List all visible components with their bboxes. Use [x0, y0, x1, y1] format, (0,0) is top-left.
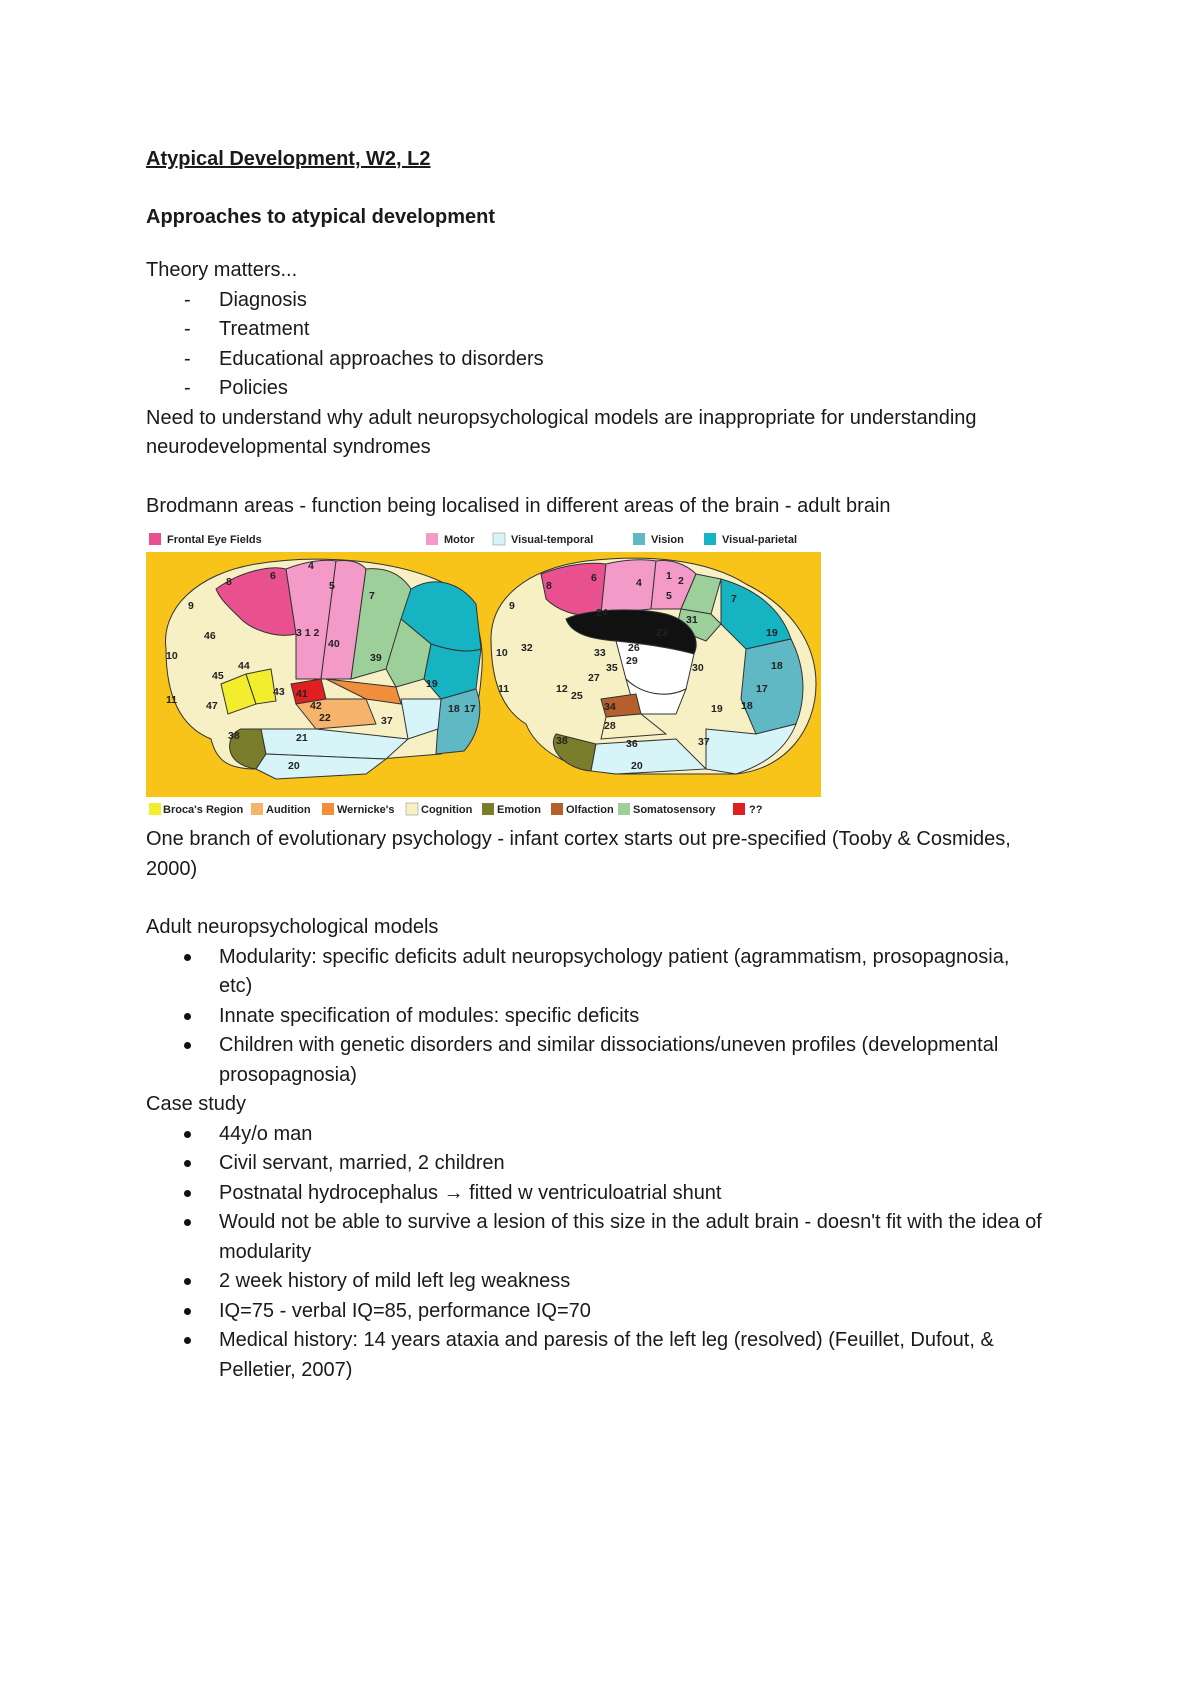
brodmann-areas-figure — [146, 529, 821, 819]
svg-text:33: 33 — [594, 647, 606, 659]
svg-text:46: 46 — [204, 630, 216, 642]
svg-text:9: 9 — [509, 600, 515, 612]
svg-text:5: 5 — [666, 590, 672, 602]
svg-text:24: 24 — [596, 607, 608, 619]
svg-text:45: 45 — [212, 670, 224, 682]
svg-text:20: 20 — [288, 760, 300, 772]
legend-label: Olfaction — [566, 804, 614, 816]
list-item: - Treatment — [184, 318, 310, 340]
need-paragraph: Need to understand why adult neuropsychological models are inappropriate for understanding neurodevelopmental syndromes — [146, 406, 977, 458]
svg-text:38: 38 — [228, 730, 240, 742]
svg-text:5: 5 — [329, 580, 335, 592]
legend-label: ?? — [749, 804, 763, 816]
svg-text:19: 19 — [766, 627, 778, 639]
case-study-list — [146, 1120, 1046, 1386]
list-item: Would not be able to survive a lesion of this size in the adult brain - doesn't fit with the idea of modularity — [146, 1208, 1046, 1267]
svg-text:8: 8 — [226, 576, 232, 588]
svg-text:25: 25 — [571, 690, 583, 702]
svg-text:11: 11 — [166, 694, 178, 706]
legend-label: Visual-parietal — [722, 534, 797, 546]
adult-models-heading: Adult neuropsychological models — [146, 916, 439, 938]
svg-text:38: 38 — [556, 735, 568, 747]
list-item: Children with genetic disorders and similar dissociations/uneven profiles (developmental prosopagnosia) — [146, 1031, 1046, 1090]
theory-list — [146, 286, 1046, 404]
svg-text:17: 17 — [756, 683, 768, 695]
svg-text:36: 36 — [626, 738, 638, 750]
document-title: Atypical Development, W2, L2 — [146, 148, 431, 170]
legend-swatch-emotion — [482, 803, 494, 815]
svg-text:7: 7 — [369, 590, 375, 602]
svg-text:9: 9 — [188, 600, 194, 612]
svg-text:4: 4 — [636, 577, 642, 589]
svg-text:29: 29 — [626, 655, 638, 667]
list-item: 2 week history of mild left leg weakness — [146, 1267, 1046, 1297]
svg-text:6: 6 — [270, 570, 276, 582]
svg-text:18: 18 — [448, 703, 460, 715]
svg-text:42: 42 — [310, 700, 322, 712]
svg-text:2: 2 — [678, 575, 684, 587]
list-item: 44y/o man — [146, 1120, 1046, 1150]
list-item: IQ=75 - verbal IQ=85, performance IQ=70 — [146, 1297, 1046, 1327]
svg-text:23: 23 — [656, 627, 668, 639]
legend-swatch-somatosensory — [618, 803, 630, 815]
svg-text:21: 21 — [296, 732, 308, 744]
case-study-heading: Case study — [146, 1093, 247, 1115]
legend-label: Motor — [444, 534, 475, 546]
section-heading: Approaches to atypical development — [146, 206, 495, 228]
legend-label: Frontal Eye Fields — [167, 534, 262, 546]
legend-swatch-frontal-eye-fields — [149, 533, 161, 545]
legend-label: Cognition — [421, 804, 473, 816]
svg-text:31: 31 — [686, 614, 698, 626]
evolution-paragraph: One branch of evolutionary psychology - infant cortex starts out pre-specified (Tooby & Cosmides, 2000) — [146, 828, 1011, 880]
list-item: Modularity: specific deficits adult neuropsychology patient (agrammatism, prosopagnosia, etc) — [146, 943, 1046, 1002]
legend-swatch-visual-parietal — [704, 533, 716, 545]
svg-text:17: 17 — [464, 703, 476, 715]
svg-text:32: 32 — [521, 642, 533, 654]
svg-text:41: 41 — [296, 688, 308, 700]
svg-text:18: 18 — [771, 660, 783, 672]
legend-label: Emotion — [497, 804, 541, 816]
brodmann-paragraph: Brodmann areas - function being localised in different areas of the brain - adult brain — [146, 494, 891, 517]
list-item: - Diagnosis — [184, 288, 307, 311]
svg-text:11: 11 — [498, 683, 510, 695]
svg-text:19: 19 — [426, 678, 438, 690]
brodmann-diagram — [146, 529, 821, 819]
legend-swatch-visual-temporal — [493, 533, 505, 545]
svg-text:4: 4 — [308, 560, 314, 572]
legend-swatch-cognition — [406, 803, 418, 815]
legend-label: Broca's Region — [163, 804, 244, 816]
legend-label: Wernicke's — [337, 804, 395, 816]
svg-text:26: 26 — [628, 642, 640, 654]
svg-text:39: 39 — [370, 652, 382, 664]
svg-text:10: 10 — [496, 647, 508, 659]
svg-text:22: 22 — [319, 712, 331, 724]
legend-swatch-audition — [251, 803, 263, 815]
svg-text:20: 20 — [631, 760, 643, 772]
legend-label: Vision — [651, 534, 684, 546]
list-item: Postnatal hydrocephalus → fitted w ventriculoatrial shunt — [146, 1179, 1046, 1209]
svg-text:3 1 2: 3 1 2 — [296, 627, 320, 639]
svg-text:18: 18 — [741, 700, 753, 712]
legend-label: Somatosensory — [633, 804, 716, 816]
svg-text:34: 34 — [604, 701, 616, 713]
svg-text:6: 6 — [591, 572, 597, 584]
svg-text:35: 35 — [606, 662, 618, 674]
svg-text:28: 28 — [604, 720, 616, 732]
svg-text:37: 37 — [381, 715, 393, 727]
legend-swatch-olfaction — [551, 803, 563, 815]
svg-text:44: 44 — [238, 660, 250, 672]
list-item: - Policies — [184, 377, 288, 399]
svg-text:40: 40 — [328, 638, 340, 650]
theory-intro: Theory matters... — [146, 259, 298, 281]
svg-text:8: 8 — [546, 580, 552, 592]
svg-text:43: 43 — [273, 686, 285, 698]
legend-swatch-wernickes — [322, 803, 334, 815]
svg-text:47: 47 — [206, 700, 218, 712]
document-page — [146, 146, 1046, 1385]
list-item: - Educational approaches to disorders — [184, 347, 544, 370]
legend-label: Visual-temporal — [511, 534, 594, 546]
legend-swatch-unknown — [733, 803, 745, 815]
legend-swatch-vision — [633, 533, 645, 545]
svg-text:27: 27 — [588, 672, 600, 684]
svg-text:1: 1 — [666, 570, 672, 582]
svg-text:30: 30 — [692, 662, 704, 674]
list-item: Medical history: 14 years ataxia and paresis of the left leg (resolved) (Feuillet, Dufout, & Pelletier, 2007) — [146, 1326, 1046, 1385]
svg-text:19: 19 — [711, 703, 723, 715]
legend-swatch-motor — [426, 533, 438, 545]
legend-bottom — [149, 803, 763, 816]
legend-top — [149, 533, 797, 546]
svg-text:37: 37 — [698, 736, 710, 748]
list-item: Innate specification of modules: specific deficits — [146, 1002, 1046, 1032]
svg-text:10: 10 — [166, 650, 178, 662]
svg-text:12: 12 — [556, 683, 568, 695]
adult-models-list — [146, 943, 1046, 1091]
legend-swatch-brocas-region — [149, 803, 161, 815]
legend-label: Audition — [266, 804, 311, 816]
list-item: Civil servant, married, 2 children — [146, 1149, 1046, 1179]
svg-text:7: 7 — [731, 593, 737, 605]
